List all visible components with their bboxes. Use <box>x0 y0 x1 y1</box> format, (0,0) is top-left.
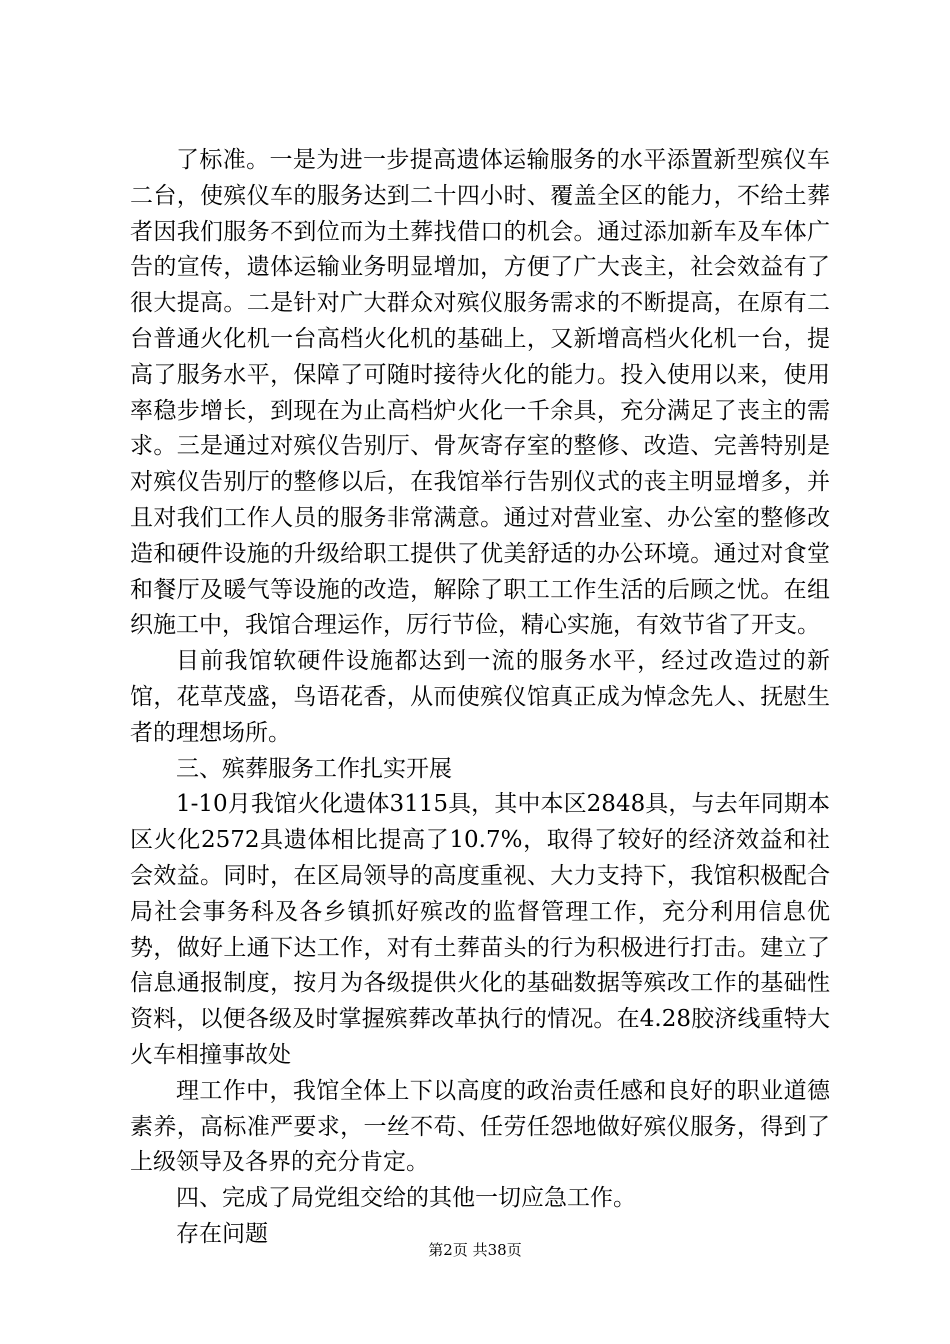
section-heading-emergency-work: 四、完成了局党组交给的其他一切应急工作。 <box>176 1185 636 1212</box>
section-heading-funeral-services: 三、殡葬服务工作扎实开展 <box>176 755 452 782</box>
paragraph-accident-handling: 理工作中，我馆全体上下以高度的政治责任感和良好的职业道德素养，高标准严要求，一丝不苟、任劳任怨地做好殡仪服务，得到了上级领导及各界的充分肯定。 <box>130 1077 830 1176</box>
section-heading-existing-problems: 存在问题 <box>176 1220 268 1247</box>
paragraph-renovation-details: 了标准。一是为进一步提高遗体运输服务的水平添置新型殡仪车二台，使殡仪车的服务达到二十四小时、覆盖全区的能力，不给土葬者因我们服务不到位而为土葬找借口的机会。通过添加新车及车体广告的宣传，遗体运输业务明显增加，方便了广大丧主，社会效益有了很大提高。二是针对广大群众对殡仪服务需求的不断提高，在原有二台普通火化机一台高档火化机的基础上，又新增高档火化机一台，提高了服务水平，保障了可随时接待火化的能力。投入使用以来，使用率稳步增长，到现在为止高档炉火化一千余具，充分满足了丧主的需求。三是通过对殡仪告别厅、骨灰寄存室的整修、改造、完善特别是对殡仪告别厅的整修以后，在我馆举行告别仪式的丧主明显增多，并且对我们工作人员的服务非常满意。通过对营业室、办公室的整修改造和硬件设施的升级给职工提供了优美舒适的办公环境。通过对食堂和餐厅及暖气等设施的改造，解除了职工工作生活的后顾之忧。在组织施工中，我馆合理运作，厉行节俭，精心实施，有效节省了开支。 <box>130 147 830 639</box>
page-number-footer: 第2页 共38页 <box>428 1241 522 1259</box>
document-body <box>130 143 830 1253</box>
paragraph-cremation-statistics: 1-10月我馆火化遗体3115具，其中本区2848具，与去年同期本区火化2572具遗体相比提高了10.7%，取得了较好的经济效益和社会效益。同时，在区局领导的高度重视、大力支持下，我馆积极配合局社会事务科及各乡镇抓好殡改的监督管理工作，充分利用信息优势，做好上通下达工作，对有土葬苗头的行为积极进行打击。建立了信息通报制度，按月为各级提供火化的基础数据等殡改工作的基础性资料，以便各级及时掌握殡葬改革执行的情况。在4.28胶济线重特大火车相撞事故处 <box>130 791 830 1068</box>
paragraph-facility-level: 目前我馆软硬件设施都达到一流的服务水平，经过改造过的新馆，花草茂盛，鸟语花香，从而使殡仪馆真正成为悼念先人、抚慰生者的理想场所。 <box>130 648 830 746</box>
